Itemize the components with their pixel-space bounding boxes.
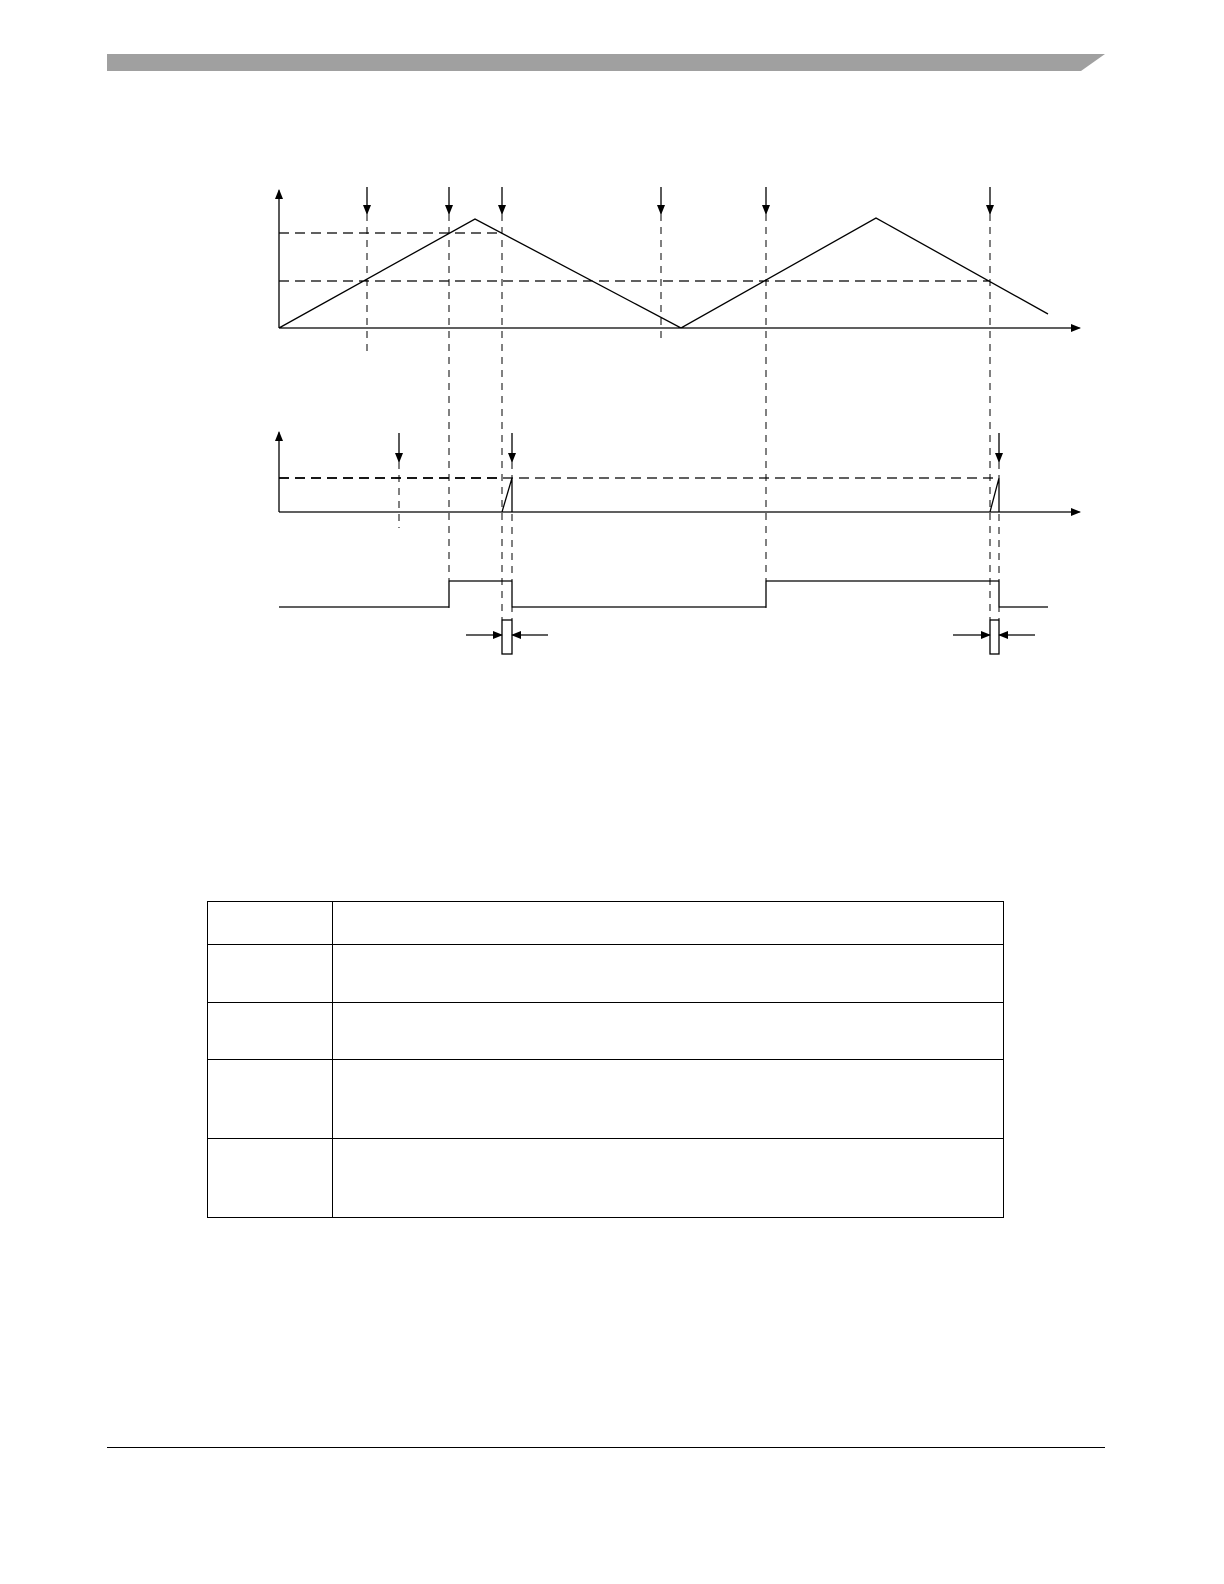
table-cell-value bbox=[333, 1060, 1004, 1139]
table-cell-value bbox=[333, 1003, 1004, 1060]
guide-lines bbox=[367, 214, 999, 655]
info-table bbox=[207, 901, 1004, 1218]
counter-triangle-waveform bbox=[279, 218, 1048, 328]
timing-diagram bbox=[0, 0, 1224, 700]
table-cell-key bbox=[208, 1003, 333, 1060]
ramp-1 bbox=[502, 478, 512, 512]
table-cell-key bbox=[208, 902, 333, 945]
counter-panel bbox=[279, 187, 1080, 328]
table-cell-key bbox=[208, 945, 333, 1003]
table-row bbox=[208, 1003, 1004, 1060]
footer-rule bbox=[107, 1447, 1105, 1448]
table-row bbox=[208, 902, 1004, 945]
table-cell-key bbox=[208, 1060, 333, 1139]
output-panel bbox=[279, 581, 1048, 654]
table-cell-value bbox=[333, 945, 1004, 1003]
table-cell-key bbox=[208, 1139, 333, 1218]
output-pulse-waveform bbox=[279, 581, 1048, 607]
ramp-panel bbox=[279, 432, 1080, 512]
ramp-2 bbox=[990, 478, 999, 512]
deadtime-box-2 bbox=[990, 620, 999, 654]
table-cell-value bbox=[333, 902, 1004, 945]
deadtime-box-1 bbox=[502, 620, 512, 654]
table-cell-value bbox=[333, 1139, 1004, 1218]
table-row bbox=[208, 1139, 1004, 1218]
table-row bbox=[208, 945, 1004, 1003]
table-row bbox=[208, 1060, 1004, 1139]
